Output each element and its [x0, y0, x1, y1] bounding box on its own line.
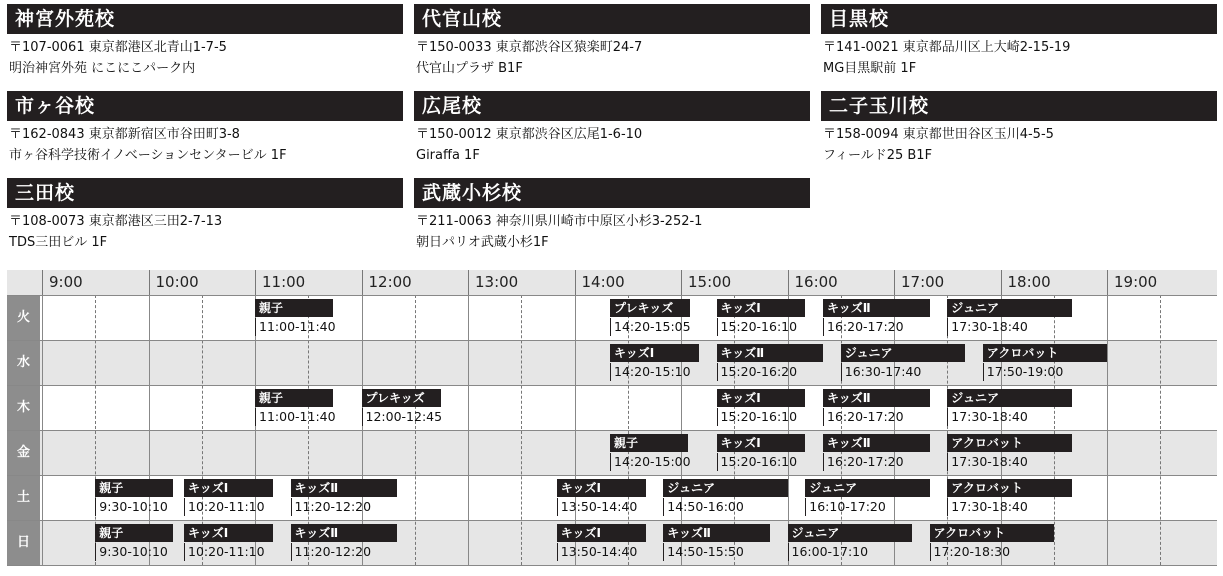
campus-building: Giraffa 1F — [416, 148, 480, 163]
campus-meguro — [821, 4, 1217, 79]
lesson-time: 17:30-18:40 — [947, 453, 1071, 471]
lesson-block — [610, 434, 691, 472]
row-divider — [7, 565, 1217, 566]
row-divider — [7, 430, 1217, 431]
campus-futako-tamagawa — [821, 91, 1217, 166]
lesson-block — [947, 299, 1071, 337]
lesson-block — [663, 479, 787, 517]
campus-address: 〒158-0094 東京都世田谷区玉川4-5-5 — [823, 127, 1054, 142]
lesson-time: 17:30-18:40 — [947, 408, 1071, 426]
lesson-time: 15:20-16:10 — [717, 408, 806, 426]
lesson-time: 14:50-15:50 — [663, 543, 770, 561]
hour-label: 11:00 — [255, 270, 362, 295]
lesson-block — [255, 299, 336, 337]
lesson-time: 14:20-15:10 — [610, 363, 699, 381]
lesson-block — [841, 344, 965, 382]
row-divider — [7, 475, 1217, 476]
lesson-block — [184, 524, 273, 562]
lesson-block — [983, 344, 1107, 382]
lesson-time: 11:20-12:20 — [291, 543, 398, 561]
lesson-name: 親子 — [255, 389, 333, 407]
lesson-block — [717, 434, 806, 472]
campus-building: MG目黒駅前 1F — [823, 61, 917, 76]
campus-name: 代官山校 — [414, 4, 810, 34]
row-divider — [7, 340, 1217, 341]
lesson-block — [255, 389, 336, 427]
campus-address: 〒150-0033 東京都渋谷区猿楽町24-7 — [416, 40, 643, 55]
lesson-name: ジュニア — [947, 389, 1071, 407]
lesson-block — [823, 389, 930, 427]
lesson-name: キッズⅠ — [717, 434, 806, 452]
campus-building: 明治神宮外苑 にこにこパーク内 — [9, 61, 196, 76]
lesson-time: 15:20-16:10 — [717, 318, 806, 336]
lesson-block — [717, 299, 806, 337]
lesson-time: 9:30-10:10 — [95, 543, 173, 561]
lesson-time: 16:20-17:20 — [823, 318, 930, 336]
lesson-time: 16:20-17:20 — [823, 453, 930, 471]
lesson-time: 15:20-16:10 — [717, 453, 806, 471]
hour-label: 19:00 — [1107, 270, 1214, 295]
lesson-time: 17:30-18:40 — [947, 318, 1071, 336]
hour-label: 15:00 — [681, 270, 788, 295]
lesson-block — [930, 524, 1054, 562]
lesson-block — [557, 479, 646, 517]
day-label: 金 — [7, 430, 40, 475]
lesson-name: アクロバット — [983, 344, 1107, 362]
lesson-name: アクロバット — [947, 479, 1071, 497]
row-divider — [7, 520, 1217, 521]
lesson-time: 16:10-17:20 — [805, 498, 929, 516]
lesson-block — [557, 524, 646, 562]
lesson-name: プレキッズ — [362, 389, 442, 407]
lesson-name: キッズⅡ — [291, 524, 398, 542]
hour-label: 13:00 — [468, 270, 575, 295]
lesson-name: 親子 — [255, 299, 333, 317]
campus-name: 二子玉川校 — [821, 91, 1217, 121]
lesson-block — [947, 389, 1071, 427]
lesson-block — [291, 479, 398, 517]
lesson-name: キッズⅡ — [823, 389, 930, 407]
hour-label: 18:00 — [1001, 270, 1108, 295]
hour-label: 12:00 — [362, 270, 469, 295]
lesson-time: 15:20-16:20 — [717, 363, 824, 381]
campus-building: TDS三田ビル 1F — [9, 235, 108, 250]
lesson-time: 12:00-12:45 — [362, 408, 442, 426]
lesson-time: 16:00-17:10 — [788, 543, 912, 561]
timetable — [7, 270, 1217, 567]
lesson-time: 13:50-14:40 — [557, 543, 646, 561]
lesson-time: 9:30-10:10 — [95, 498, 173, 516]
campus-address: 〒108-0073 東京都港区三田2-7-13 — [9, 214, 223, 229]
lesson-name: キッズⅡ — [823, 434, 930, 452]
lesson-time: 11:00-11:40 — [255, 408, 333, 426]
lesson-time: 10:20-11:10 — [184, 543, 273, 561]
campus-address: 〒141-0021 東京都品川区上大崎2-15-19 — [823, 40, 1071, 55]
lesson-time: 11:00-11:40 — [255, 318, 333, 336]
hour-label: 17:00 — [894, 270, 1001, 295]
campus-building: フィールド25 B1F — [823, 148, 933, 163]
lesson-name: キッズⅠ — [717, 299, 806, 317]
day-label: 水 — [7, 340, 40, 385]
lesson-block — [823, 434, 930, 472]
lesson-block — [95, 524, 173, 562]
campus-ichigaya — [7, 91, 403, 166]
lesson-block — [291, 524, 398, 562]
lesson-name: キッズⅠ — [184, 479, 273, 497]
lesson-block — [805, 479, 929, 517]
campus-daikanyama — [414, 4, 810, 79]
lesson-block — [947, 434, 1071, 472]
lesson-name: 親子 — [95, 479, 173, 497]
lesson-name: キッズⅡ — [663, 524, 770, 542]
campus-name: 広尾校 — [414, 91, 810, 121]
lesson-time: 13:50-14:40 — [557, 498, 646, 516]
lesson-name: 親子 — [610, 434, 688, 452]
campus-building: 代官山プラザ B1F — [416, 61, 523, 76]
campus-name: 武蔵小杉校 — [414, 178, 810, 208]
lesson-time: 11:20-12:20 — [291, 498, 398, 516]
lesson-block — [362, 389, 442, 427]
lesson-name: ジュニア — [805, 479, 929, 497]
campus-name: 目黒校 — [821, 4, 1217, 34]
lesson-block — [823, 299, 930, 337]
campus-jingu-gaien — [7, 4, 403, 79]
hour-label: 9:00 — [42, 270, 149, 295]
campus-building: 朝日パリオ武蔵小杉1F — [416, 235, 549, 250]
lesson-block — [717, 389, 806, 427]
lesson-name: キッズⅠ — [557, 479, 646, 497]
lesson-time: 16:30-17:40 — [841, 363, 965, 381]
campus-hiroo — [414, 91, 810, 166]
lesson-time: 14:20-15:00 — [610, 453, 688, 471]
lesson-block — [788, 524, 912, 562]
lesson-block — [663, 524, 770, 562]
lesson-name: キッズⅠ — [610, 344, 699, 362]
campus-address: 〒211-0063 神奈川県川崎市中原区小杉3-252-1 — [416, 214, 703, 229]
lesson-name: ジュニア — [841, 344, 965, 362]
lesson-name: キッズⅡ — [717, 344, 824, 362]
hour-label: 10:00 — [149, 270, 256, 295]
lesson-time: 14:50-16:00 — [663, 498, 787, 516]
lesson-time: 17:30-18:40 — [947, 498, 1071, 516]
lesson-block — [717, 344, 824, 382]
lesson-time: 17:50-19:00 — [983, 363, 1107, 381]
lesson-name: アクロバット — [930, 524, 1054, 542]
lesson-name: キッズⅡ — [823, 299, 930, 317]
campus-mita — [7, 178, 403, 253]
campus-address: 〒107-0061 東京都港区北青山1-7-5 — [9, 40, 227, 55]
lesson-name: 親子 — [95, 524, 173, 542]
lesson-block — [947, 479, 1071, 517]
day-label: 火 — [7, 295, 40, 340]
day-label: 日 — [7, 520, 40, 565]
lesson-block — [184, 479, 273, 517]
lesson-block — [610, 344, 699, 382]
day-label: 土 — [7, 475, 40, 520]
lesson-name: ジュニア — [947, 299, 1071, 317]
row-divider — [7, 295, 1217, 296]
campus-name: 市ヶ谷校 — [7, 91, 403, 121]
lesson-name: ジュニア — [788, 524, 912, 542]
lesson-name: アクロバット — [947, 434, 1071, 452]
lesson-time: 17:20-18:30 — [930, 543, 1054, 561]
day-label: 木 — [7, 385, 40, 430]
campus-musashi-kosugi — [414, 178, 810, 253]
lesson-time: 10:20-11:10 — [184, 498, 273, 516]
campus-building: 市ヶ谷科学技術イノベーションセンタービル 1F — [9, 148, 287, 163]
campus-address: 〒162-0843 東京都新宿区市谷田町3-8 — [9, 127, 240, 142]
lesson-name: キッズⅠ — [184, 524, 273, 542]
lesson-block — [610, 299, 690, 337]
lesson-name: ジュニア — [663, 479, 787, 497]
hour-label: 14:00 — [575, 270, 682, 295]
row-divider — [7, 385, 1217, 386]
campus-address: 〒150-0012 東京都渋谷区広尾1-6-10 — [416, 127, 643, 142]
lesson-name: キッズⅠ — [557, 524, 646, 542]
campus-name: 三田校 — [7, 178, 403, 208]
lesson-time: 14:20-15:05 — [610, 318, 690, 336]
lesson-name: キッズⅠ — [717, 389, 806, 407]
lesson-time: 16:20-17:20 — [823, 408, 930, 426]
hour-label: 16:00 — [788, 270, 895, 295]
lesson-name: キッズⅡ — [291, 479, 398, 497]
campus-name: 神宮外苑校 — [7, 4, 403, 34]
lesson-block — [95, 479, 173, 517]
lesson-name: プレキッズ — [610, 299, 690, 317]
